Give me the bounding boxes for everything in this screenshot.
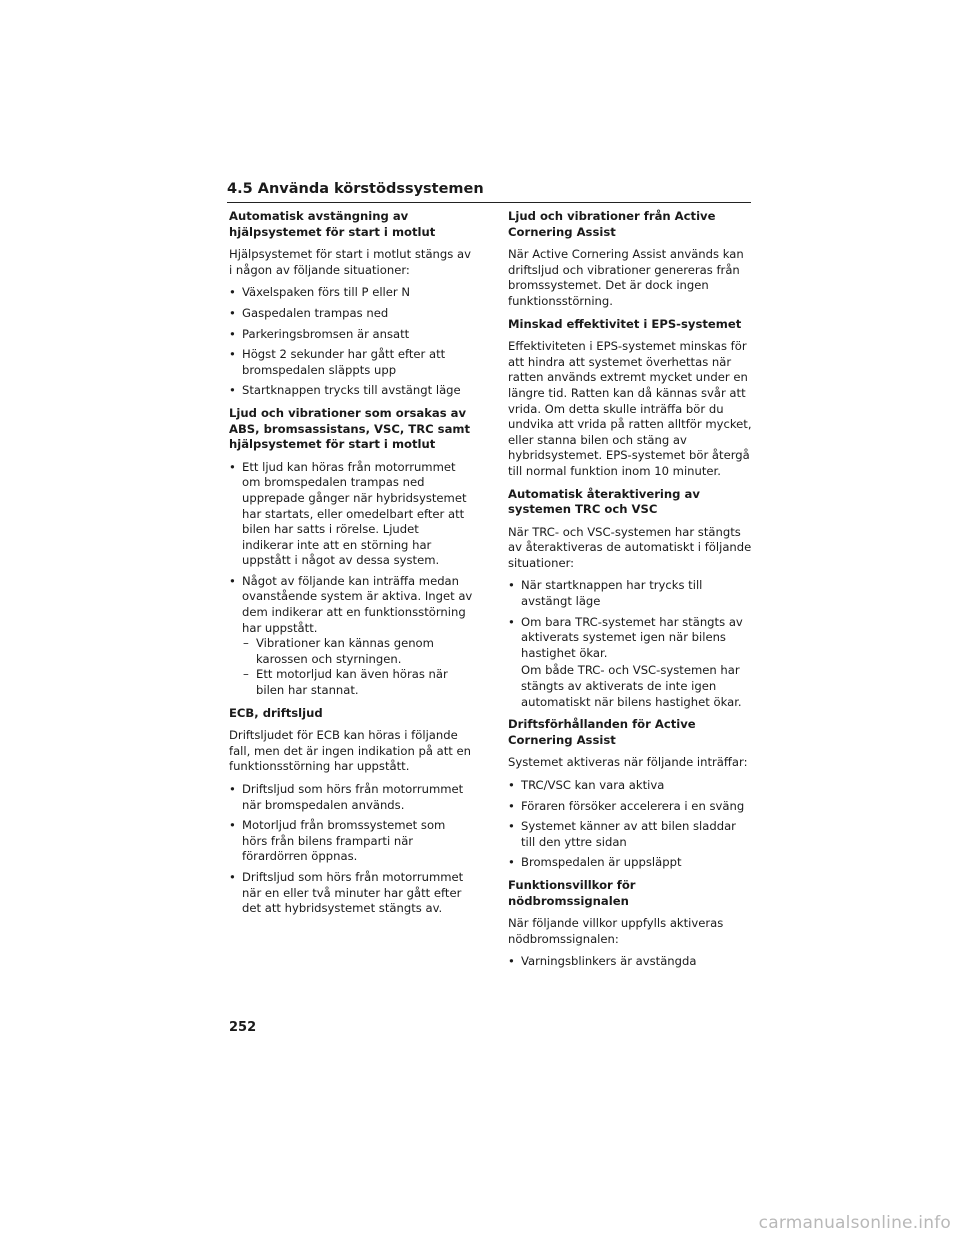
heading-hill-start-auto-off: Automatisk avstängning av hjälpsystemet för start i motlut [229, 209, 436, 239]
list-item: • Högst 2 sekunder har gått efter att bromspedalen släppts upp [229, 347, 473, 378]
paragraph: Hjälpsystemet för start i motlut stängs av i någon av följande situationer: [229, 247, 471, 277]
heading-active-cornering-conditions: Driftsförhållanden för Active Cornering Assist [508, 717, 696, 747]
list-item: • Om bara TRC-systemet har stängts av aktiverats systemet igen när bilens hastighet ökar. [508, 615, 752, 662]
list-item: • Motorljud från bromssystemet som hörs från bilens framparti när förardörren öppnas. [229, 818, 473, 865]
list-item: • När startknappen har trycks till avstängt läge [508, 578, 752, 609]
list-item: • Något av följande kan inträffa medan ovanstående system är aktiva. Inget av dem indikerar att en funktionsstörning har uppstått. [229, 574, 473, 636]
page-number: 252 [229, 1020, 257, 1035]
paragraph: Driftsljudet för ECB kan höras i följande fall, men det är ingen indikation på att en funktionsstörning har uppstått. [229, 728, 472, 774]
list-item: • Växelspaken förs till P eller N [229, 285, 473, 301]
heading-ecb-noise: ECB, driftsljud [229, 705, 323, 720]
left-column [229, 209, 473, 922]
list-item: • Startknappen trycks till avstängt läge [229, 383, 473, 399]
dash-marker: – [243, 667, 249, 682]
heading-abs-noise: Ljud och vibrationer som orsakas av ABS, bromsassistans, VSC, TRC samt hjälpsystemet för start i motlut [229, 405, 471, 452]
list-item: • Systemet känner av att bilen sladdar till den yttre sidan [508, 819, 752, 850]
sub-list-item [229, 636, 473, 667]
sub-list-item-text: Ett motorljud kan även höras när bilen har stannat. [256, 667, 448, 698]
dash-marker: – [243, 636, 249, 651]
paragraph: När TRC- och VSC-systemen har stängts av återaktiveras de automatiskt i följande situationer: [508, 524, 752, 570]
paragraph: När Active Cornering Assist används kan driftsljud och vibrationer genereras från bromssystemet. Det är dock ingen funktionsstörning. [508, 247, 744, 308]
list-item: • Ett ljud kan höras från motorrummet om bromspedalen trampas ned upprepade gånger när hybridsystemet har startats, eller omedelbart efter att bilen har satts i rörelse. Ljudet indikerar inte att en störning har uppstått i något av dessa system. [229, 460, 473, 569]
list-item: • Driftsljud som hörs från motorrummet när bromspedalen används. [229, 782, 473, 813]
section-header [227, 180, 751, 203]
list-item: • Varningsblinkers är avstängda [508, 954, 752, 970]
list-item-continuation: Om både TRC- och VSC-systemen har stängts av aktiverats de inte igen automatiskt när bilens hastighet ökar. [521, 663, 742, 709]
heading-emergency-brake-signal: Funktionsvillkor för nödbromssignalen [508, 877, 636, 908]
header-divider [227, 202, 751, 203]
watermark: carmanualsonline.info [758, 1213, 951, 1233]
heading-eps-reduced: Minskad effektivitet i EPS-systemet [508, 316, 742, 331]
paragraph: Effektiviteten i EPS-systemet minskas för att hindra att systemet överhettas när ratten används extremt mycket under en längre tid. Ratten kan då kännas svår att vrida. Om detta skulle inträffa bör du undvika att vrida på ratten alltför mycket, eller stanna bilen och stäng av hybridsystemet. EPS-systemet bör återgå till normal funktion inom 10 minuter. [508, 339, 752, 478]
section-title: 4.5 Använda körstödssystemen [227, 181, 484, 197]
paragraph: När följande villkor uppfylls aktiveras nödbromssignalen: [508, 916, 724, 946]
sub-list-item [229, 667, 473, 698]
list-item: • Driftsljud som hörs från motorrummet när en eller två minuter har gått efter det att hybridsystemet stängts av. [229, 870, 473, 917]
heading-trc-vsc-reactivation: Automatisk återaktivering av systemen TRC och VSC [508, 486, 700, 517]
list-item: • TRC/VSC kan vara aktiva [508, 778, 752, 794]
sub-list-item-text: Vibrationer kan kännas genom karossen och styrningen. [256, 636, 434, 666]
list-item: • Föraren försöker accelerera i en sväng [508, 799, 752, 815]
list-item: • Gaspedalen trampas ned [229, 306, 473, 322]
paragraph: Systemet aktiveras när följande inträffar: [508, 755, 748, 770]
right-column [508, 209, 752, 975]
list-item: • Bromspedalen är uppsläppt [508, 855, 752, 871]
list-item: • Parkeringsbromsen är ansatt [229, 327, 473, 343]
heading-active-cornering-noise: Ljud och vibrationer från Active Cornering Assist [508, 209, 716, 239]
